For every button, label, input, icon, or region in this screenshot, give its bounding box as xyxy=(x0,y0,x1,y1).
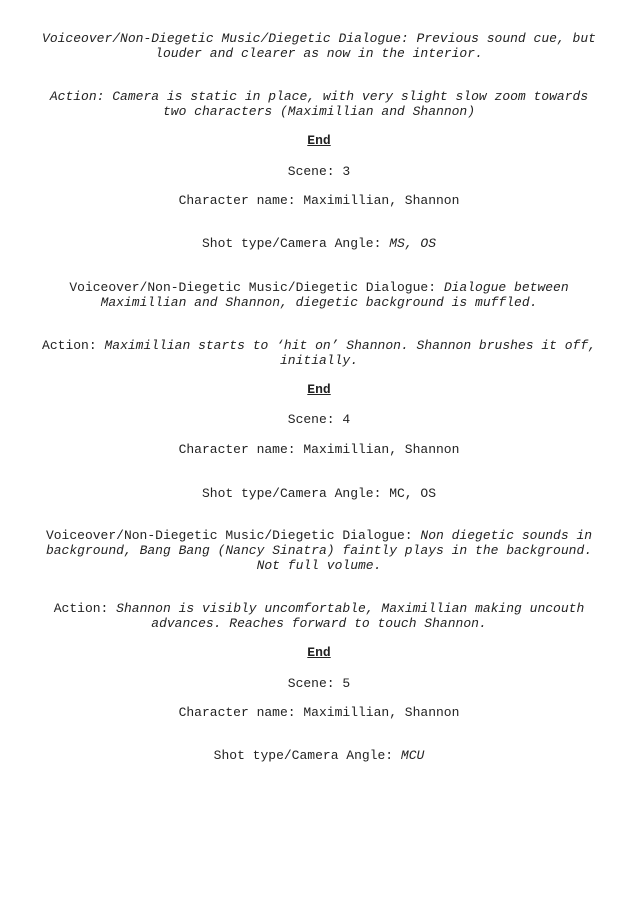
scene-4-vo-line-2: background, Bang Bang (Nancy Sinatra) faintly plays in the background. xyxy=(45,543,593,558)
scene-5-heading: Scene: 5 xyxy=(287,676,351,691)
intro-vo-line-2: louder and clearer as now in the interior. xyxy=(155,46,483,61)
scene-4-vo-line-3: Not full volume. xyxy=(256,558,382,573)
scene-3-end-marker: End xyxy=(307,382,331,397)
intro-vo-label: Voiceover/Non-Diegetic Music/Diegetic Dialogue: xyxy=(42,31,409,46)
scene-4-vo-label: Voiceover/Non-Diegetic Music/Diegetic Dialogue: xyxy=(45,528,413,543)
scene-4-character: Character name: Maximillian, Shannon xyxy=(178,442,460,457)
scene-3-shot-value: MS, OS xyxy=(389,236,437,251)
scene-5-shot-value: MCU xyxy=(400,748,425,763)
intro-action-line-1: Action: Camera is static in place, with very slight slow zoom towards xyxy=(49,89,589,104)
scene-3-shot xyxy=(20,236,618,251)
scene-5-character: Character name: Maximillian, Shannon xyxy=(178,705,460,720)
scene-3-vo-text: Dialogue between xyxy=(443,280,569,295)
scene-3-vo-line-2: Maximillian and Shannon, diegetic background is muffled. xyxy=(100,295,538,310)
scene-5-shot xyxy=(20,748,618,763)
scene-3-action-line-2: initially. xyxy=(279,353,358,368)
scene-4-vo-line-1 xyxy=(20,528,618,543)
scene-4-end-marker: End xyxy=(307,645,331,660)
scene-4-action-text: Shannon is visibly uncomfortable, Maximillian making uncouth xyxy=(116,601,585,616)
scene-4-action-line-2: advances. Reaches forward to touch Shannon. xyxy=(151,616,487,631)
scene-3-action-text: Maximillian starts to ‘hit on’ Shannon. Shannon brushes it off, xyxy=(104,338,596,353)
scene-3-vo-line-1 xyxy=(20,280,618,295)
scene-3-shot-label: Shot type/Camera Angle: xyxy=(201,236,382,251)
scene-3-heading: Scene: 3 xyxy=(287,164,351,179)
intro-vo-text: Previous sound cue, but xyxy=(416,31,596,46)
scene-4-shot: Shot type/Camera Angle: MC, OS xyxy=(201,486,437,501)
scene-5-shot-label: Shot type/Camera Angle: xyxy=(213,748,394,763)
scene-4-vo-text: Non diegetic sounds in xyxy=(420,528,593,543)
scene-3-character: Character name: Maximillian, Shannon xyxy=(178,193,460,208)
scene-4-heading: Scene: 4 xyxy=(287,412,351,427)
scene-3-action-label: Action: xyxy=(42,338,97,353)
intro-end-marker: End xyxy=(307,133,331,148)
intro-vo-line-1 xyxy=(20,31,618,46)
scene-3-action-line-1 xyxy=(20,338,618,353)
scene-4-action-label: Action: xyxy=(53,601,109,616)
scene-3-vo-label: Voiceover/Non-Diegetic Music/Diegetic Dialogue: xyxy=(69,280,437,295)
intro-action-line-2: two characters (Maximillian and Shannon) xyxy=(162,104,476,119)
scene-4-action-line-1 xyxy=(20,601,618,616)
